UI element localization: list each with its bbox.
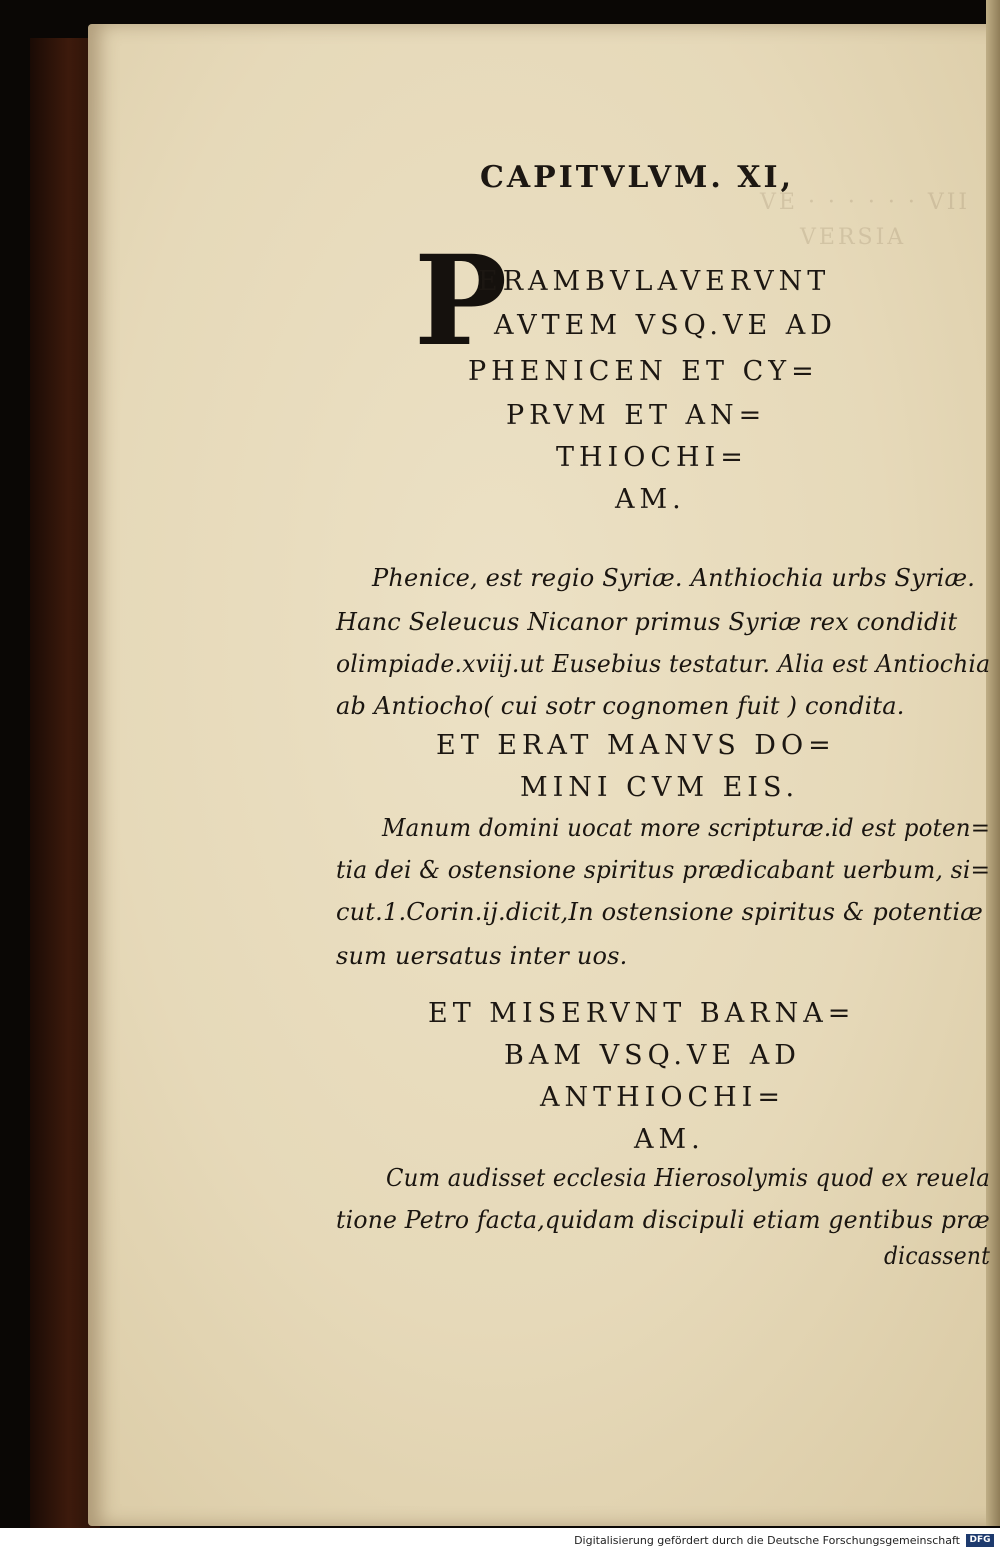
digitization-footer — [0, 1528, 1000, 1553]
chapter-title: CAPITVLVM. XI, — [480, 160, 795, 195]
gloss-line: Phenice, est regio Syriæ. Anthiochia urbs Syriæ. — [372, 564, 976, 592]
gloss-line: sum uersatus inter uos. — [336, 942, 628, 970]
gloss-line: ab Antiocho( cui sotr cognomen fuit ) condita. — [336, 692, 905, 720]
verse-line: ET ERAT MANVS DO= — [436, 730, 836, 761]
gloss-line: cut.1.Corin.ij.dicit,In ostensione spiritus & potentiæ — [336, 898, 983, 926]
drop-capital: P — [414, 229, 508, 374]
footer-credit: Digitalisierung gefördert durch die Deutsche Forschungsgemeinschaft — [574, 1534, 960, 1547]
bleed-through-text: VE · · · · · · VII — [760, 190, 971, 215]
gloss-line: Hanc Seleucus Nicanor primus Syriæ rex condidit — [336, 608, 958, 636]
verse-line: AM. — [615, 484, 686, 515]
gloss-line: tione Petro facta,quidam discipuli etiam gentibus præ — [336, 1206, 990, 1234]
gloss-line: olimpiade.xviij.ut Eusebius testatur. Alia est Antiochia — [336, 650, 991, 678]
verse-line: ERAMBVLAVERVNT — [478, 266, 831, 297]
verse-line: BAM VSQ.VE AD — [504, 1040, 801, 1071]
gloss-line: Manum domini uocat more scripturæ.id est poten= — [382, 814, 991, 842]
verse-line: MINI CVM EIS. — [520, 772, 800, 803]
verse-line: ANTHIOCHI= — [540, 1082, 785, 1113]
verse-line: THIOCHI= — [556, 442, 748, 473]
catchword: dicassent — [884, 1242, 991, 1270]
verse-line: AVTEM VSQ.VE AD — [494, 310, 837, 341]
verse-line: AM. — [634, 1124, 705, 1155]
verse-line: PHENICEN ET CY= — [468, 356, 819, 387]
bleed-through-text: VERSIA — [800, 225, 907, 250]
gloss-line: Cum audisset ecclesia Hierosolymis quod ex reuela — [386, 1164, 991, 1192]
gloss-line: tia dei & ostensione spiritus prædicabant uerbum, si= — [336, 856, 991, 884]
verse-line: PRVM ET AN= — [506, 400, 767, 431]
verse-line: ET MISERVNT BARNA= — [428, 998, 856, 1029]
page-edge — [986, 0, 1000, 1526]
dfg-logo: DFG — [966, 1534, 994, 1547]
